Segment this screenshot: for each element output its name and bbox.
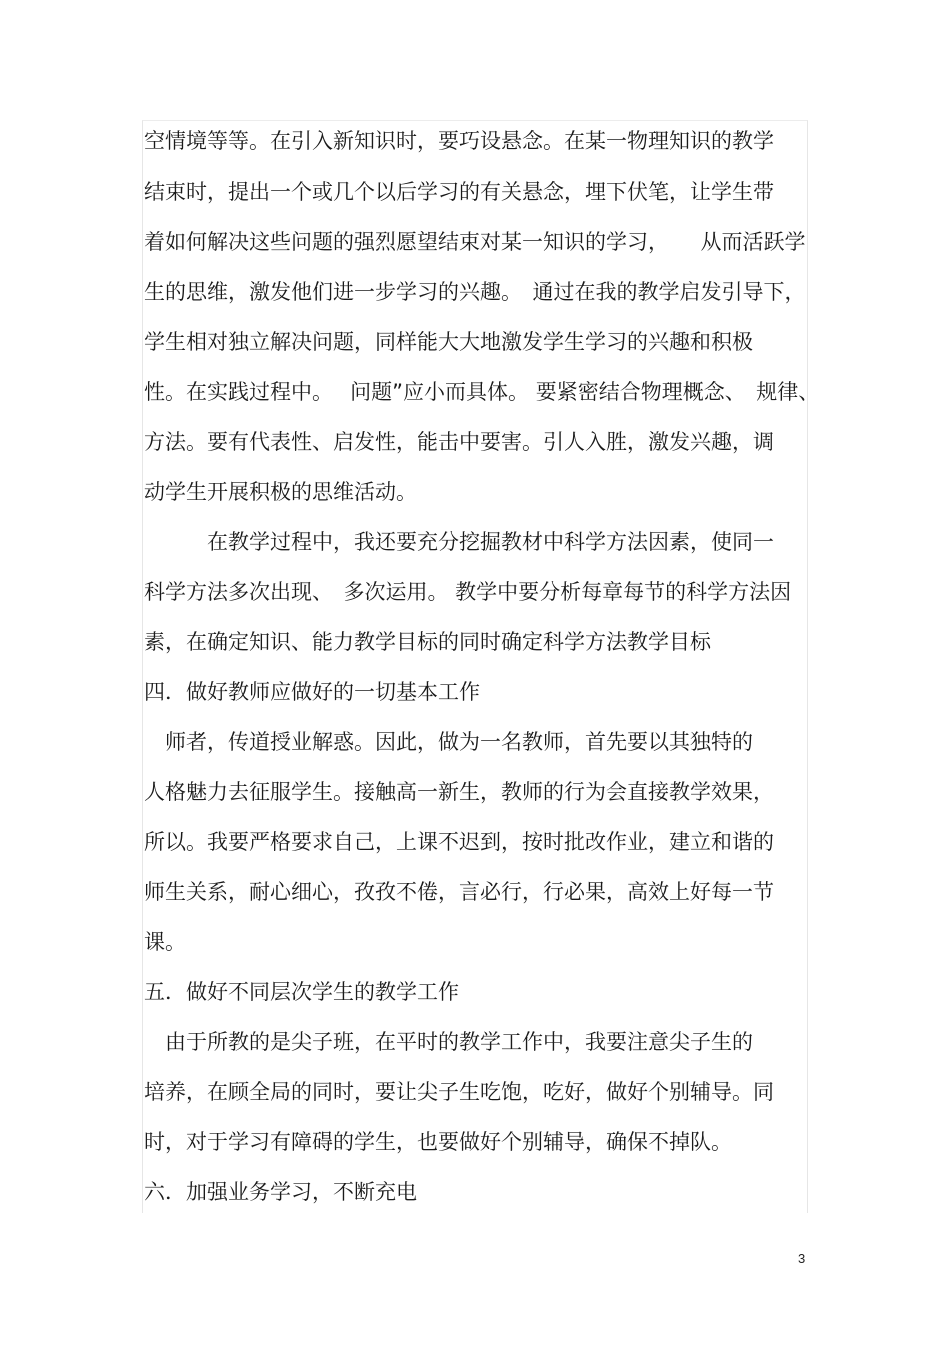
text-line: 着如何解决这些问题的强烈愿望结束对某一知识的学习， 从而活跃学 xyxy=(144,230,806,254)
text-line: 师生关系，耐心细心，孜孜不倦，言必行，行必果，高效上好每一节 xyxy=(144,880,774,904)
text-line: 性。在实践过程中。 问题”应小而具体。 要紧密结合物理概念、 规律、 xyxy=(144,380,820,404)
text-line: 时，对于学习有障碍的学生，也要做好个别辅导，确保不掉队。 xyxy=(144,1130,732,1154)
text-line: 素，在确定知识、能力教学目标的同时确定科学方法教学目标 xyxy=(144,630,711,654)
text-line: 由于所教的是尖子班，在平时的教学工作中，我要注意尖子生的 xyxy=(144,1030,753,1054)
text-line: 师者，传道授业解惑。因此，做为一名教师，首先要以其独特的 xyxy=(144,730,753,754)
text-line: 人格魅力去征服学生。接触高一新生，教师的行为会直接教学效果， xyxy=(144,780,774,804)
text-line: 空情境等等。在引入新知识时，要巧设悬念。在某一物理知识的教学 xyxy=(144,129,774,153)
section-heading: 六．加强业务学习，不断充电 xyxy=(144,1180,417,1204)
text-line: 培养，在顾全局的同时，要让尖子生吃饱，吃好，做好个别辅导。同 xyxy=(144,1080,774,1104)
page-number: 3 xyxy=(798,1251,806,1266)
text-line: 科学方法多次出现、 多次运用。 教学中要分析每章每节的科学方法因 xyxy=(144,580,792,604)
text-line: 方法。要有代表性、启发性，能击中要害。引人入胜，激发兴趣，调 xyxy=(144,430,774,454)
text-line: 在教学过程中，我还要充分挖掘教材中科学方法因素，使同一 xyxy=(144,530,774,554)
text-line: 生的思维，激发他们进一步学习的兴趣。 通过在我的教学启发引导下， xyxy=(144,280,806,304)
section-heading: 四．做好教师应做好的一切基本工作 xyxy=(144,680,480,704)
text-line: 动学生开展积极的思维活动。 xyxy=(144,480,417,504)
text-line: 结束时，提出一个或几个以后学习的有关悬念，埋下伏笔，让学生带 xyxy=(144,180,774,204)
text-line: 课。 xyxy=(144,930,186,954)
section-heading: 五．做好不同层次学生的教学工作 xyxy=(144,980,459,1004)
text-line: 学生相对独立解决问题，同样能大大地激发学生学习的兴趣和积极 xyxy=(144,330,753,354)
text-line: 所以。我要严格要求自己，上课不迟到，按时批改作业，建立和谐的 xyxy=(144,830,774,854)
